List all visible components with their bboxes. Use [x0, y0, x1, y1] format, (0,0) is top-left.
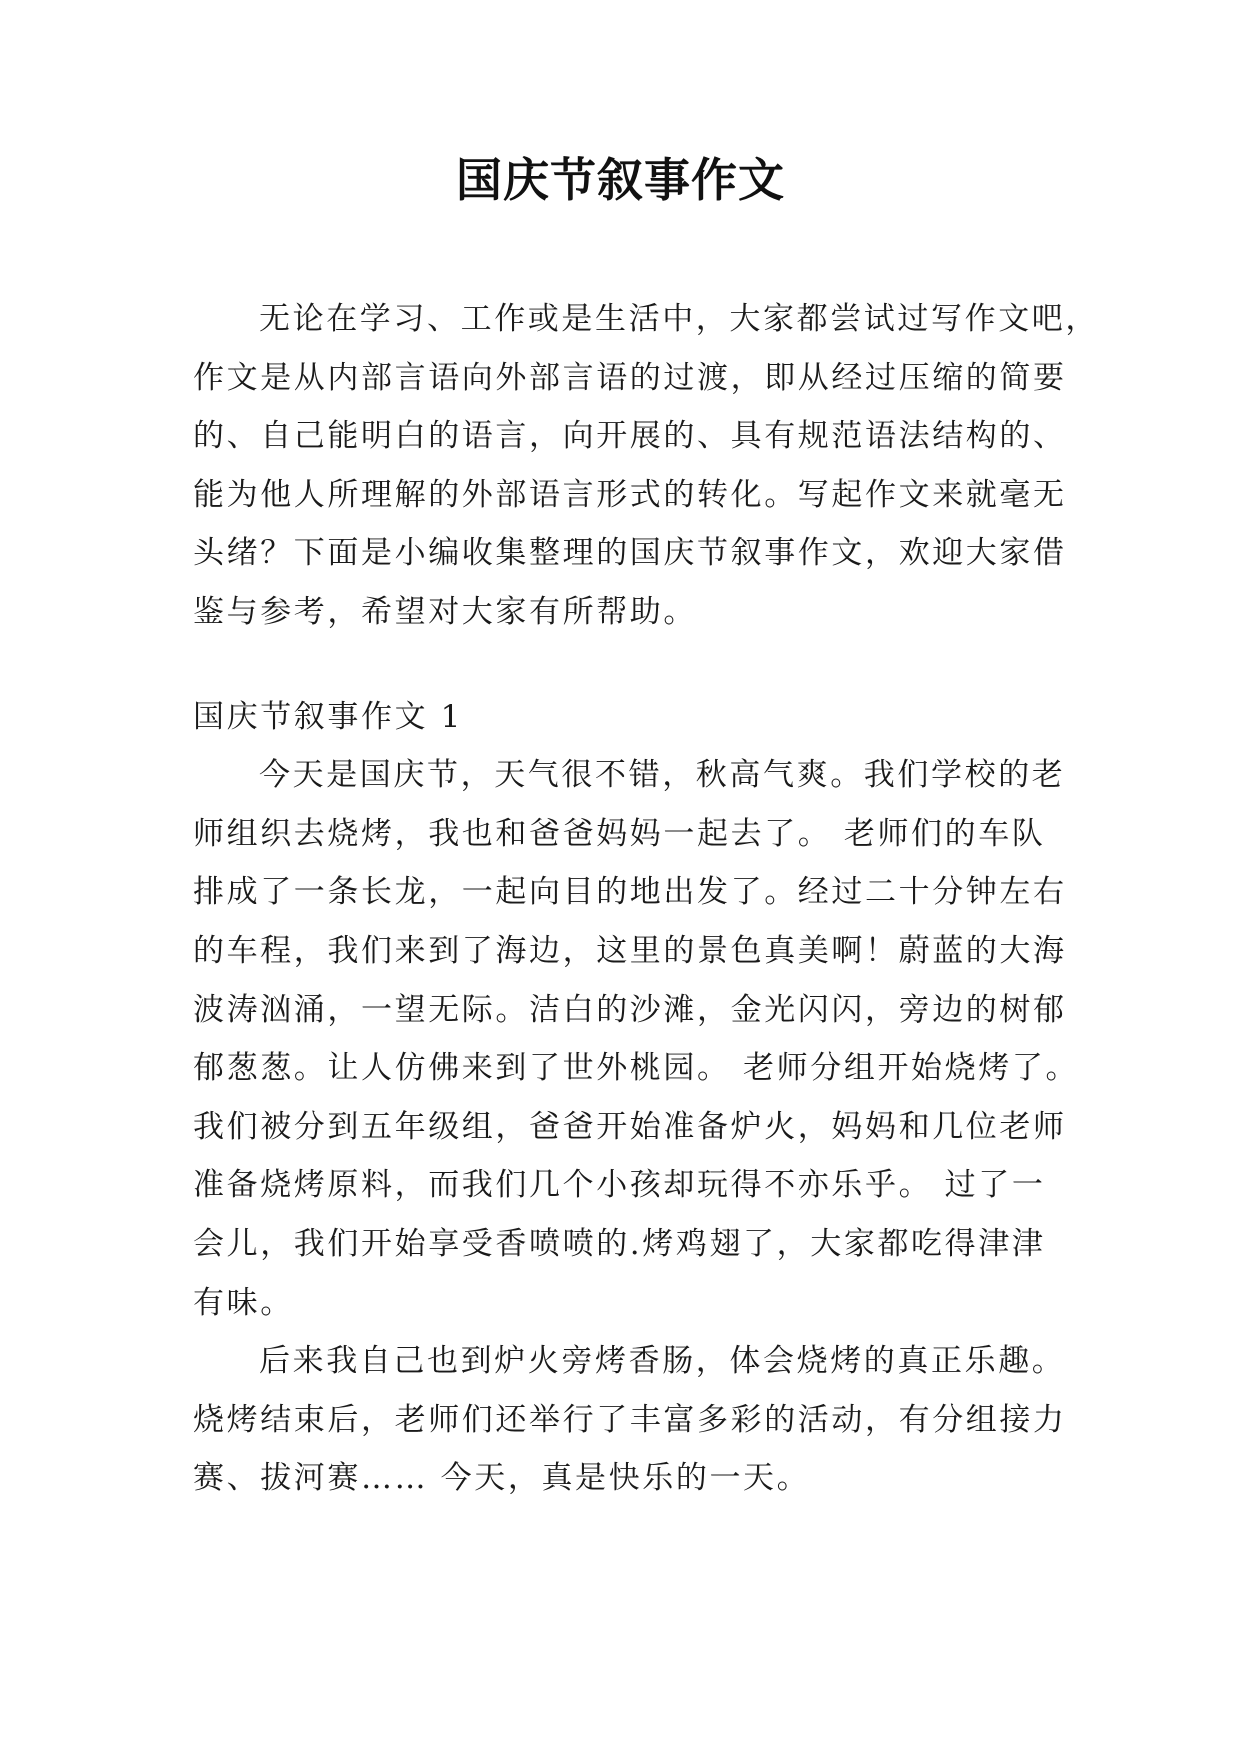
paragraph-line: 我们被分到五年级组，爸爸开始准备炉火，妈妈和几位老师 [193, 1108, 1067, 1145]
paragraph-line: 会儿，我们开始享受香喷喷的.烤鸡翅了，大家都吃得津津 [193, 1225, 1046, 1262]
paragraph-line: 后来我自己也到炉火旁烤香肠，体会烧烤的真正乐趣。 [259, 1343, 1066, 1380]
paragraph-line: 郁葱葱。让人仿佛来到了世外桃园。 老师分组开始烧烤了。 [193, 1050, 1080, 1087]
spacer [193, 642, 1073, 688]
paragraph-line: 有味。 [193, 1284, 294, 1321]
document-body [193, 290, 1099, 1508]
intro-line: 作文是从内部言语向外部言语的过渡，即从经过压缩的简要 [193, 359, 1067, 396]
intro-line: 头绪？下面是小编收集整理的国庆节叙事作文，欢迎大家借 [193, 535, 1067, 572]
document-title: 国庆节叙事作文 [456, 153, 785, 207]
paragraph-line: 烧烤结束后，老师们还举行了丰富多彩的活动，有分组接力 [193, 1401, 1067, 1438]
paragraph-1 [193, 746, 1080, 1332]
paragraph-line: 今天是国庆节，天气很不错，秋高气爽。我们学校的老 [259, 757, 1066, 794]
intro-line: 鉴与参考，希望对大家有所帮助。 [193, 593, 697, 630]
paragraph-line: 师组织去烧烤，我也和爸爸妈妈一起去了。 老师们的车队 [193, 815, 1046, 852]
paragraph-2 [193, 1332, 1073, 1508]
paragraph-line: 准备烧烤原料，而我们几个小孩却玩得不亦乐乎。 过了一 [193, 1167, 1046, 1204]
paragraph-line: 波涛汹涌，一望无际。洁白的沙滩，金光闪闪，旁边的树郁 [193, 991, 1067, 1028]
paragraph-line: 的车程，我们来到了海边，这里的景色真美啊！蔚蓝的大海 [193, 932, 1067, 969]
paragraph-line: 排成了一条长龙，一起向目的地出发了。经过二十分钟左右 [193, 874, 1067, 911]
section-heading: 国庆节叙事作文 1 [193, 698, 463, 735]
intro-line: 能为他人所理解的外部语言形式的转化。写起作文来就毫无 [193, 476, 1067, 513]
intro-line: 无论在学习、工作或是生活中，大家都尝试过写作文吧， [259, 301, 1099, 337]
intro-paragraph [193, 290, 1099, 642]
paragraph-line: 赛、拔河赛…… 今天，真是快乐的一天。 [193, 1460, 811, 1497]
intro-line: 的、自己能明白的语言，向开展的、具有规范语法结构的、 [193, 418, 1067, 455]
